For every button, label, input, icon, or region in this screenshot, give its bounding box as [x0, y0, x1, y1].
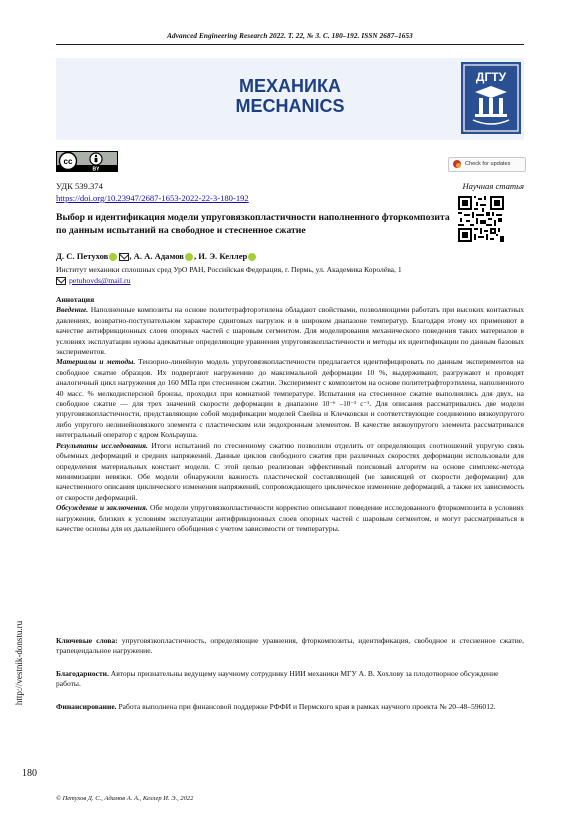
keywords [56, 636, 524, 657]
affiliation: Институт механики сплошных сред УрО РАН, Российская Федерация, г. Пермь, ул. Академика Королёва, 1 [56, 265, 402, 274]
author-line [56, 251, 257, 261]
funding-text: Работа выполнена при финансовой поддержке РФФИ и Пермского края в рамках научного проекта № 20–48–596012. [116, 702, 496, 711]
methods-text: Тензорно-линейную модель упруговязкопластичности предлагается идентифицировать по данным экспериментов на свободное сжатие образцов. Их подвергают нагружению до максимальной деформации 10 %, выдерживают, разгружают и проводят аналогичный цикл нагружения до 160 МПа при стесненном сжатии. Эксперимент с композитом на основе политетрафторэтилена, наполненного 40 масс. % мелкодисперсной бронзы, проходил при комнатной температуре. Испытания на стесненное сжатие выполнялись для двух, на свободное сжатие — для трех значений скорости деформации в диапазоне [56, 357, 524, 409]
header-rule [56, 44, 524, 45]
logo-text: ДГТУ [475, 70, 507, 84]
doi-link[interactable]: https://doi.org/10.23947/2687-1653-2022-22-3-180-192 [56, 193, 249, 203]
abstract [56, 295, 524, 534]
abstract-discussion [56, 503, 524, 534]
article-title: Выбор и идентификация модели упруговязкопластичности наполненного фторкомпозита по данным испытаний на свободное и стесненное сжатие [56, 212, 450, 236]
abstract-results [56, 441, 524, 503]
side-url[interactable]: http://vestnik-donstu.ru [14, 620, 24, 706]
section-banner [56, 58, 524, 140]
intro-text: Наполненные композиты на основе политетрафторэтилена обладают свойствами, позволяющими работать при высоких контактных давлениях, возвратно-поступательном характере сдвиговых нагрузок и в широком диапазоне температур. Благодаря этому их применяют в качестве антифрикционных слоев опорных частей с шаровым сегментом. Для моделирования механического поведения таких материалов в условиях эксплуатации нужны адекватные определяющие уравнения упруговязкопластичности и методы их идентификации по данным базовых экспериментов. [56, 305, 524, 357]
author-name[interactable]: , А. А. Адамов [129, 251, 184, 261]
svg-text:cc: cc [63, 157, 73, 166]
author-name[interactable]: , И. Э. Келлер [193, 251, 248, 261]
cc-by-icon[interactable] [56, 151, 118, 172]
funding-label: Финансирование. [56, 702, 117, 711]
methods-text-cont: . Для описания рассматривались две модели упруговязкопластичности, представляющие собой модификации моделей Свейна и Клечковски и соответствующие соединению вязкоупругого либо упругого нелинейновязкого элемента с пластическим или эндохронным элементом. В качестве вязкоупругого элемента рассматривался интегральный оператор с ядром Кольрауша. [56, 399, 524, 440]
abstract-heading: Аннотация [56, 295, 95, 304]
results-label: Результаты исследования. [56, 440, 148, 450]
orcid-icon[interactable] [248, 253, 256, 261]
keywords-text: упруговязкопластичность, определяющие уравнения, фторкомпозиты, идентификация, свободное и стесненное сжатие, трапецеидальное нагружение. [56, 636, 525, 656]
abstract-introduction [56, 305, 524, 357]
intro-label: Введение. [56, 305, 89, 315]
section-title-en: MECHANICS [235, 96, 345, 116]
email-link[interactable]: petuhovds@mail.ru [69, 276, 131, 285]
contact-email [56, 276, 131, 285]
discussion-label: Обсуждение и заключения. [56, 503, 148, 513]
page-number: 180 [22, 768, 37, 779]
section-title [56, 76, 524, 116]
acknowledgements [56, 669, 524, 690]
qr-code[interactable] [458, 196, 504, 242]
updates-icon-accent [456, 163, 461, 168]
funding [56, 702, 524, 712]
copyright: © Петухов Д. С., Адамов А. А., Келлер И. Э., 2022 [56, 795, 194, 802]
acknowledgements-text: Авторы признательны ведущему научному сотруднику НИИ механики МГУ А. В. Хохлову за плодотворное обсуждение работы. [56, 669, 499, 689]
envelope-icon[interactable] [119, 253, 129, 261]
journal-header: Advanced Engineering Research 2022. Т. 22, № 3. С. 180–192. ISSN 2687–1653 [167, 32, 413, 40]
author-name[interactable]: Д. С. Петухов [56, 251, 109, 261]
university-logo [461, 62, 521, 134]
article-type: Научная статья [462, 181, 524, 191]
envelope-icon [56, 277, 66, 285]
methods-label: Материалы и методы. [56, 357, 136, 367]
check-for-updates-label: Check for updates [465, 161, 511, 167]
orcid-icon[interactable] [109, 253, 117, 261]
results-text: Итоги испытаний по стесненному сжатию позволили отделить от определяющих соотношений упругую связь объемных деформаций и средних напряжений. Данные циклов свободного сжатия при различных скоростях деформации использовали для определения материальных констант модели. С этой целью реализован эффективный поисковый алгоритм на основе симплекс-метода минимизации невязки. Обе модели обнаружили важность пластической составляющей (не зависящей от скорости деформации) для качественного описания циклического изменения напряжений, сопровождающего циклическое изменение деформаций, а также их зависимость от скорости деформаций. [56, 440, 524, 502]
acknowledgements-label: Благодарности. [56, 669, 109, 678]
cc-by-label: BY [92, 166, 100, 172]
keywords-label: Ключевые слова: [56, 636, 118, 645]
section-title-ru: МЕХАНИКА [239, 76, 341, 96]
udc-code: УДК 539.374 [56, 181, 103, 191]
check-for-updates-button[interactable] [448, 157, 526, 172]
orcid-icon[interactable] [185, 253, 193, 261]
abstract-methods [56, 357, 524, 440]
discussion-text: Обе модели упруговязкопластичности корректно описывают поведение исследованного фторкомпозита в условиях нагружения, близких к условиям эксплуатации антифрикционных слоев опорных частей с шаровым сегментом, и могут рассматриваться в качестве основы для их дальнейшего обобщения с учетом зависимости от температуры. [56, 503, 524, 533]
strain-rate-range: 10⁻⁶ –10⁻³ с⁻¹ [322, 400, 370, 409]
